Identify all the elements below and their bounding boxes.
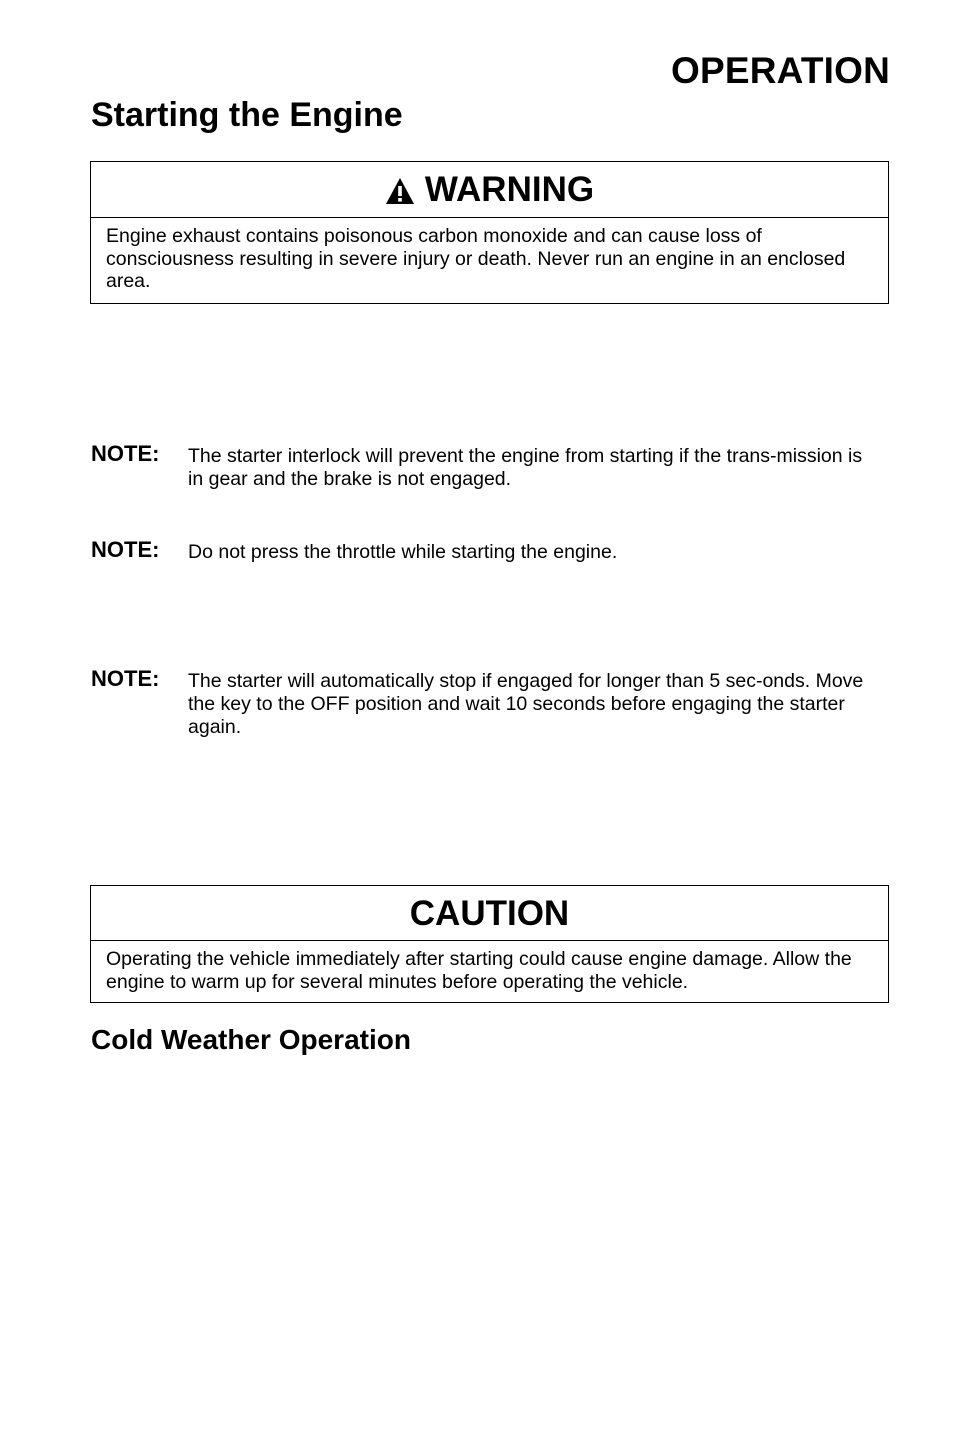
note-starter-interlock bbox=[91, 441, 881, 491]
warning-title: WARNING bbox=[424, 170, 595, 209]
note-text: The starter will automatically stop if engaged for longer than 5 sec-onds. Move the key to the OFF position and wait 10 seconds before engaging the starter again. bbox=[188, 670, 864, 738]
note-label: NOTE: bbox=[91, 441, 160, 466]
warning-triangle-icon bbox=[385, 177, 415, 205]
warning-box bbox=[90, 161, 889, 304]
warning-header bbox=[91, 162, 888, 218]
caution-header bbox=[91, 886, 888, 941]
warning-text: Engine exhaust contains poisonous carbon monoxide and can cause loss of consciousness resulting in severe injury or death. Never run an engine in an enclosed area. bbox=[106, 225, 846, 292]
note-throttle bbox=[91, 537, 881, 564]
note-starter-auto-stop bbox=[91, 666, 881, 739]
note-text: The starter interlock will prevent the engine from starting if the trans-mission is in gear and the brake is not engaged. bbox=[188, 445, 863, 490]
caution-box bbox=[90, 885, 889, 1003]
page-heading: Starting the Engine bbox=[91, 96, 403, 134]
caution-title: CAUTION bbox=[409, 893, 570, 933]
caution-text: Operating the vehicle immediately after starting could cause engine damage. Allow the engine to warm up for several minutes before operating the vehicle. bbox=[106, 948, 852, 993]
note-text: Do not press the throttle while starting the engine. bbox=[188, 541, 618, 563]
cold-weather-heading: Cold Weather Operation bbox=[91, 1024, 411, 1055]
note-label: NOTE: bbox=[91, 666, 160, 691]
section-title: OPERATION bbox=[670, 50, 890, 91]
note-label: NOTE: bbox=[91, 537, 160, 562]
